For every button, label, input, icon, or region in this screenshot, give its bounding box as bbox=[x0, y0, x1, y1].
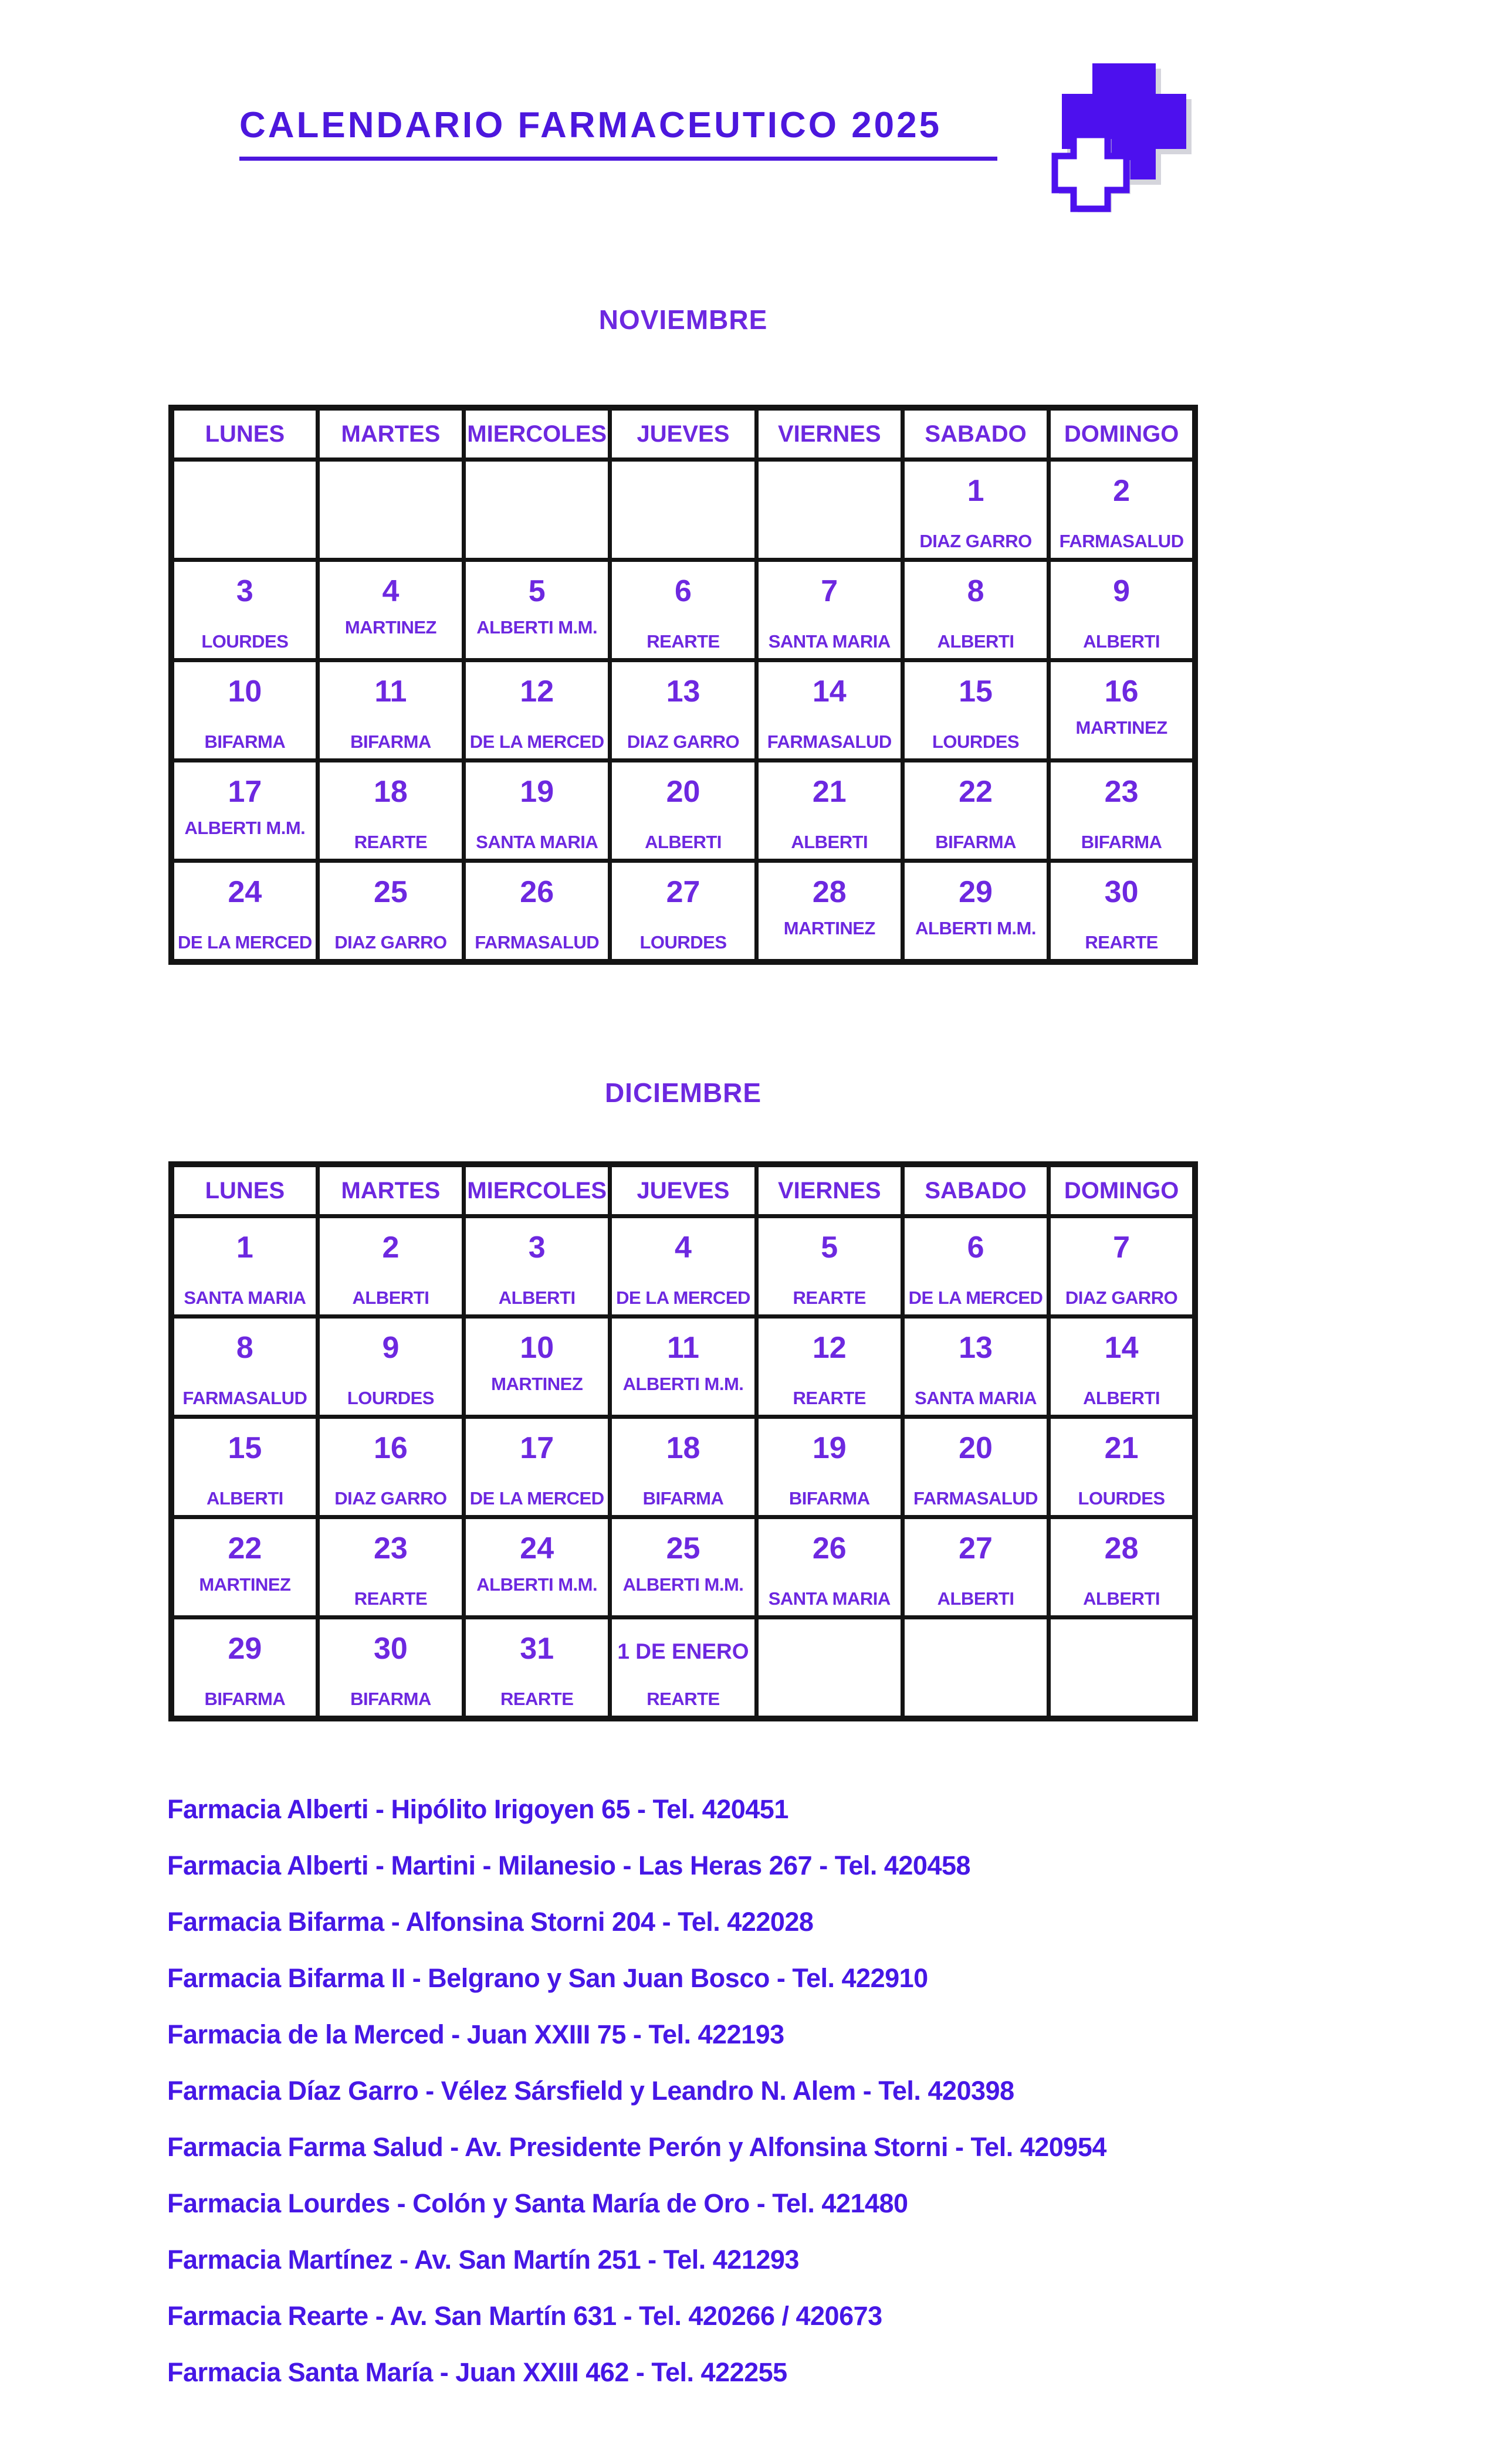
day-cell bbox=[610, 761, 756, 861]
day-header-row bbox=[171, 408, 1195, 460]
day-number: 12 bbox=[520, 675, 554, 709]
day-cell bbox=[610, 460, 756, 560]
day-cell bbox=[756, 560, 902, 660]
day-number: 3 bbox=[236, 574, 253, 608]
pharmacy-name: BIFARMA bbox=[1081, 832, 1162, 852]
week-row bbox=[171, 460, 1195, 560]
day-header: JUEVES bbox=[610, 408, 756, 460]
day-number: 15 bbox=[228, 1431, 262, 1465]
day-number: 30 bbox=[374, 1632, 408, 1666]
day-header: LUNES bbox=[171, 1164, 317, 1216]
day-number: 16 bbox=[374, 1431, 408, 1465]
pharmacy-name: ALBERTI bbox=[1083, 1588, 1160, 1609]
day-number: 5 bbox=[528, 574, 546, 608]
day-cell bbox=[756, 1517, 902, 1618]
day-cell bbox=[171, 1216, 317, 1317]
pharmacy-name: BIFARMA bbox=[350, 731, 431, 752]
day-header: JUEVES bbox=[610, 1164, 756, 1216]
pharmacy-name: REARTE bbox=[647, 1689, 720, 1709]
pharmacy-name: MARTINEZ bbox=[1075, 717, 1167, 738]
day-cell bbox=[1049, 660, 1195, 761]
day-number: 22 bbox=[959, 775, 993, 809]
day-cell bbox=[317, 1618, 463, 1719]
day-cell bbox=[756, 1317, 902, 1417]
day-cell bbox=[902, 1317, 1048, 1417]
day-header: MARTES bbox=[317, 1164, 463, 1216]
day-header: DOMINGO bbox=[1049, 408, 1195, 460]
day-cell bbox=[902, 1417, 1048, 1517]
pharmacy-name: REARTE bbox=[793, 1287, 866, 1308]
day-number: 21 bbox=[1104, 1431, 1139, 1465]
day-number: 23 bbox=[374, 1531, 408, 1565]
day-number: 26 bbox=[812, 1531, 847, 1565]
pharmacy-entry: Farmacia Rearte - Av. San Martín 631 - Tel. 420266 / 420673 bbox=[167, 2301, 882, 2331]
pharmacy-name: LOURDES bbox=[639, 932, 727, 953]
day-cell bbox=[1049, 1618, 1195, 1719]
pharmacy-name: ALBERTI bbox=[645, 832, 722, 852]
day-header: SABADO bbox=[902, 408, 1048, 460]
day-header: LUNES bbox=[171, 408, 317, 460]
day-number: 29 bbox=[959, 875, 993, 909]
day-number: 17 bbox=[520, 1431, 554, 1465]
pharmacy-name: MARTINEZ bbox=[783, 918, 875, 938]
day-number: 24 bbox=[520, 1531, 554, 1565]
pharmacy-name: BIFARMA bbox=[204, 731, 286, 752]
day-cell bbox=[1049, 460, 1195, 560]
day-number: 2 bbox=[1113, 474, 1131, 508]
day-number: 11 bbox=[374, 675, 407, 709]
pharmacy-entry: Farmacia Alberti - Martini - Milanesio - Las Heras 267 - Tel. 420458 bbox=[167, 1850, 971, 1880]
week-row bbox=[171, 861, 1195, 962]
day-cell bbox=[902, 460, 1048, 560]
day-cell bbox=[610, 1618, 756, 1719]
day-cell bbox=[464, 1216, 610, 1317]
day-cell bbox=[464, 1618, 610, 1719]
pharmacy-name: MARTINEZ bbox=[491, 1374, 583, 1394]
day-number: 17 bbox=[228, 775, 262, 809]
day-cell bbox=[464, 660, 610, 761]
day-number: 9 bbox=[382, 1331, 400, 1365]
pharmacy-name: DE LA MERCED bbox=[616, 1287, 750, 1308]
page-title: CALENDARIO FARMACEUTICO 2025 bbox=[239, 104, 997, 161]
day-number: 18 bbox=[666, 1431, 700, 1465]
day-number: 4 bbox=[675, 1231, 692, 1265]
week-row bbox=[171, 560, 1195, 660]
pharmacy-name: BIFARMA bbox=[350, 1689, 431, 1709]
day-number: 4 bbox=[382, 574, 400, 608]
day-cell bbox=[756, 1618, 902, 1719]
day-number: 8 bbox=[967, 574, 984, 608]
day-cell bbox=[464, 761, 610, 861]
day-number: 25 bbox=[666, 1531, 700, 1565]
day-number: 22 bbox=[228, 1531, 262, 1565]
day-cell bbox=[464, 460, 610, 560]
day-header: MIERCOLES bbox=[464, 1164, 610, 1216]
day-cell bbox=[317, 1417, 463, 1517]
pharmacy-entry: Farmacia Santa María - Juan XXIII 462 - Tel. 422255 bbox=[167, 2357, 787, 2387]
day-header-row bbox=[171, 1164, 1195, 1216]
pharmacy-name: REARTE bbox=[647, 631, 720, 652]
day-number: 11 bbox=[666, 1331, 699, 1365]
pharmacy-name: ALBERTI bbox=[937, 631, 1014, 652]
day-cell bbox=[317, 861, 463, 962]
day-header: VIERNES bbox=[756, 1164, 902, 1216]
pharmacy-name: BIFARMA bbox=[788, 1488, 870, 1509]
pharmacy-name: SANTA MARIA bbox=[184, 1287, 306, 1308]
pharmacy-name: MARTINEZ bbox=[199, 1574, 291, 1595]
month-title-noviembre: NOVIEMBRE bbox=[598, 304, 768, 335]
pharmacy-name: LOURDES bbox=[347, 1388, 434, 1408]
pharmacy-entry: Farmacia Martínez - Av. San Martín 251 - Tel. 421293 bbox=[167, 2245, 799, 2275]
day-cell bbox=[1049, 560, 1195, 660]
pharmacy-name: ALBERTI bbox=[352, 1287, 429, 1308]
pharmacy-name: DIAZ GARRO bbox=[627, 731, 740, 752]
day-cell bbox=[1049, 861, 1195, 962]
pharmacy-name: ALBERTI bbox=[206, 1488, 283, 1509]
day-number: 2 bbox=[382, 1231, 400, 1265]
day-cell bbox=[610, 1216, 756, 1317]
pharmacy-name: ALBERTI M.M. bbox=[622, 1574, 744, 1595]
week-row bbox=[171, 660, 1195, 761]
day-cell bbox=[317, 660, 463, 761]
day-cell bbox=[317, 1216, 463, 1317]
pharmacy-name: ALBERTI bbox=[937, 1588, 1014, 1609]
day-cell bbox=[464, 1517, 610, 1618]
day-cell bbox=[171, 1417, 317, 1517]
day-cell bbox=[1049, 1517, 1195, 1618]
day-number: 6 bbox=[675, 574, 692, 608]
day-cell bbox=[902, 560, 1048, 660]
day-cell bbox=[171, 1517, 317, 1618]
day-number: 20 bbox=[666, 775, 700, 809]
day-cell bbox=[902, 1517, 1048, 1618]
pharmacy-name: FARMASALUD bbox=[913, 1488, 1038, 1509]
day-number: 10 bbox=[520, 1331, 554, 1365]
pharmacy-name: REARTE bbox=[500, 1689, 574, 1709]
pharmacy-name: ALBERTI bbox=[1083, 631, 1160, 652]
day-number: 28 bbox=[812, 875, 847, 909]
day-number: 7 bbox=[1113, 1231, 1131, 1265]
pharmacy-name: ALBERTI M.M. bbox=[476, 1574, 598, 1595]
day-number: 14 bbox=[1104, 1331, 1139, 1365]
day-number: 1 bbox=[967, 474, 984, 508]
day-cell bbox=[171, 1618, 317, 1719]
day-cell bbox=[171, 861, 317, 962]
day-cell bbox=[610, 1517, 756, 1618]
day-cell bbox=[610, 660, 756, 761]
pharmacy-name: REARTE bbox=[354, 832, 428, 852]
day-number: 5 bbox=[821, 1231, 838, 1265]
pharmacy-name: DE LA MERCED bbox=[177, 932, 312, 953]
day-number: 25 bbox=[374, 875, 408, 909]
week-row bbox=[171, 761, 1195, 861]
pharmacy-name: BIFARMA bbox=[204, 1689, 286, 1709]
day-cell bbox=[317, 761, 463, 861]
pharmacy-name: LOURDES bbox=[201, 631, 289, 652]
day-number: 31 bbox=[520, 1632, 554, 1666]
pharmacy-name: REARTE bbox=[793, 1388, 866, 1408]
day-cell bbox=[1049, 1317, 1195, 1417]
day-number: 16 bbox=[1104, 675, 1139, 709]
day-cell bbox=[171, 761, 317, 861]
day-cell bbox=[464, 861, 610, 962]
day-number: 1 bbox=[236, 1231, 253, 1265]
day-number: 21 bbox=[812, 775, 847, 809]
day-number: 26 bbox=[520, 875, 554, 909]
pharmacy-entry: Farmacia Bifarma II - Belgrano y San Juan Bosco - Tel. 422910 bbox=[167, 1963, 928, 1993]
day-number: 23 bbox=[1104, 775, 1139, 809]
pharmacy-name: DIAZ GARRO bbox=[919, 531, 1032, 551]
pharmacy-name: FARMASALUD bbox=[767, 731, 892, 752]
day-number: 29 bbox=[228, 1632, 262, 1666]
pharmacy-cross-icon bbox=[1048, 53, 1196, 212]
day-cell bbox=[1049, 761, 1195, 861]
pharmacy-name: DIAZ GARRO bbox=[334, 1488, 447, 1509]
month-title-diciembre: DICIEMBRE bbox=[604, 1077, 762, 1108]
pharmacy-name: MARTINEZ bbox=[344, 617, 436, 638]
day-cell bbox=[464, 1417, 610, 1517]
pharmacy-name: DIAZ GARRO bbox=[1065, 1287, 1178, 1308]
week-row bbox=[171, 1417, 1195, 1517]
day-cell bbox=[756, 460, 902, 560]
day-cell bbox=[610, 560, 756, 660]
pharmacy-name: SANTA MARIA bbox=[476, 832, 598, 852]
calendar-table-diciembre bbox=[168, 1161, 1198, 1721]
day-cell bbox=[317, 560, 463, 660]
day-cell bbox=[317, 460, 463, 560]
day-cell bbox=[756, 1417, 902, 1517]
day-number: 30 bbox=[1104, 875, 1139, 909]
pharmacy-name: ALBERTI bbox=[791, 832, 868, 852]
day-cell bbox=[902, 761, 1048, 861]
day-cell bbox=[756, 761, 902, 861]
day-number: 19 bbox=[812, 1431, 847, 1465]
day-cell bbox=[317, 1317, 463, 1417]
day-cell bbox=[756, 861, 902, 962]
pharmacy-name: SANTA MARIA bbox=[768, 1588, 891, 1609]
pharmacy-entry: Farmacia Alberti - Hipólito Irigoyen 65 - Tel. 420451 bbox=[167, 1794, 788, 1824]
day-number: 9 bbox=[1113, 574, 1131, 608]
day-number: 14 bbox=[812, 675, 847, 709]
pharmacy-name: DE LA MERCED bbox=[469, 731, 604, 752]
day-cell bbox=[1049, 1417, 1195, 1517]
pharmacy-entry: Farmacia Bifarma - Alfonsina Storni 204 - Tel. 422028 bbox=[167, 1907, 814, 1937]
pharmacy-name: BIFARMA bbox=[935, 832, 1016, 852]
day-cell bbox=[171, 460, 317, 560]
day-number: 24 bbox=[228, 875, 262, 909]
pharmacy-name: FARMASALUD bbox=[475, 932, 600, 953]
pharmacy-name: FARMASALUD bbox=[1059, 531, 1184, 551]
day-cell bbox=[902, 660, 1048, 761]
pharmacy-name: ALBERTI bbox=[1083, 1388, 1160, 1408]
pharmacy-name: DIAZ GARRO bbox=[334, 932, 447, 953]
week-row bbox=[171, 1618, 1195, 1719]
day-number: 27 bbox=[959, 1531, 993, 1565]
pharmacy-name: LOURDES bbox=[932, 731, 1020, 752]
day-cell bbox=[756, 1216, 902, 1317]
pharmacy-name: REARTE bbox=[1085, 932, 1158, 953]
pharmacy-name: ALBERTI bbox=[498, 1287, 576, 1308]
pharmacy-name: SANTA MARIA bbox=[915, 1388, 1037, 1408]
day-cell bbox=[610, 1417, 756, 1517]
day-header: MARTES bbox=[317, 408, 463, 460]
day-number: 19 bbox=[520, 775, 554, 809]
pharmacy-name: DE LA MERCED bbox=[908, 1287, 1043, 1308]
day-number: 28 bbox=[1104, 1531, 1139, 1565]
day-header: VIERNES bbox=[756, 408, 902, 460]
pharmacy-entry: Farmacia Díaz Garro - Vélez Sársfield y Leandro N. Alem - Tel. 420398 bbox=[167, 2076, 1014, 2106]
day-number: 15 bbox=[959, 675, 993, 709]
calendar-table-noviembre bbox=[168, 405, 1198, 965]
day-header: DOMINGO bbox=[1049, 1164, 1195, 1216]
pharmacy-name: ALBERTI M.M. bbox=[184, 818, 306, 838]
day-cell bbox=[317, 1517, 463, 1618]
pharmacy-name: DE LA MERCED bbox=[469, 1488, 604, 1509]
day-cell bbox=[902, 861, 1048, 962]
day-number: 8 bbox=[236, 1331, 253, 1365]
day-cell bbox=[902, 1216, 1048, 1317]
pharmacy-name: ALBERTI M.M. bbox=[915, 918, 1036, 938]
pharmacy-name: BIFARMA bbox=[642, 1488, 724, 1509]
day-number: 6 bbox=[967, 1231, 984, 1265]
day-number: 13 bbox=[666, 675, 700, 709]
day-header: MIERCOLES bbox=[464, 408, 610, 460]
week-row bbox=[171, 1517, 1195, 1618]
day-number: 3 bbox=[528, 1231, 546, 1265]
day-cell bbox=[171, 1317, 317, 1417]
pharmacy-name: SANTA MARIA bbox=[768, 631, 891, 652]
day-cell bbox=[756, 660, 902, 761]
day-number: 18 bbox=[374, 775, 408, 809]
day-cell bbox=[171, 560, 317, 660]
day-cell bbox=[464, 1317, 610, 1417]
day-cell bbox=[171, 660, 317, 761]
day-number: 27 bbox=[666, 875, 700, 909]
pharmacy-name: ALBERTI M.M. bbox=[622, 1374, 744, 1394]
week-row bbox=[171, 1317, 1195, 1417]
day-number: 13 bbox=[959, 1331, 993, 1365]
pharmacy-list bbox=[167, 1796, 1106, 2415]
day-cell bbox=[610, 1317, 756, 1417]
day-cell bbox=[464, 560, 610, 660]
day-number: 7 bbox=[821, 574, 838, 608]
day-number: 12 bbox=[812, 1331, 847, 1365]
pharmacy-name: ALBERTI M.M. bbox=[476, 617, 598, 638]
day-cell bbox=[610, 861, 756, 962]
week-row bbox=[171, 1216, 1195, 1317]
pharmacy-name: FARMASALUD bbox=[182, 1388, 307, 1408]
day-header: SABADO bbox=[902, 1164, 1048, 1216]
day-cell bbox=[902, 1618, 1048, 1719]
pharmacy-entry: Farmacia de la Merced - Juan XXIII 75 - Tel. 422193 bbox=[167, 2019, 784, 2049]
pharmacy-entry: Farmacia Farma Salud - Av. Presidente Perón y Alfonsina Storni - Tel. 420954 bbox=[167, 2132, 1106, 2162]
day-number: 10 bbox=[228, 675, 262, 709]
pharmacy-name: LOURDES bbox=[1078, 1488, 1165, 1509]
day-number: 1 DE ENERO bbox=[617, 1639, 749, 1663]
pharmacy-entry: Farmacia Lourdes - Colón y Santa María de Oro - Tel. 421480 bbox=[167, 2188, 908, 2218]
day-number: 20 bbox=[959, 1431, 993, 1465]
day-cell bbox=[1049, 1216, 1195, 1317]
pharmacy-name: REARTE bbox=[354, 1588, 428, 1609]
